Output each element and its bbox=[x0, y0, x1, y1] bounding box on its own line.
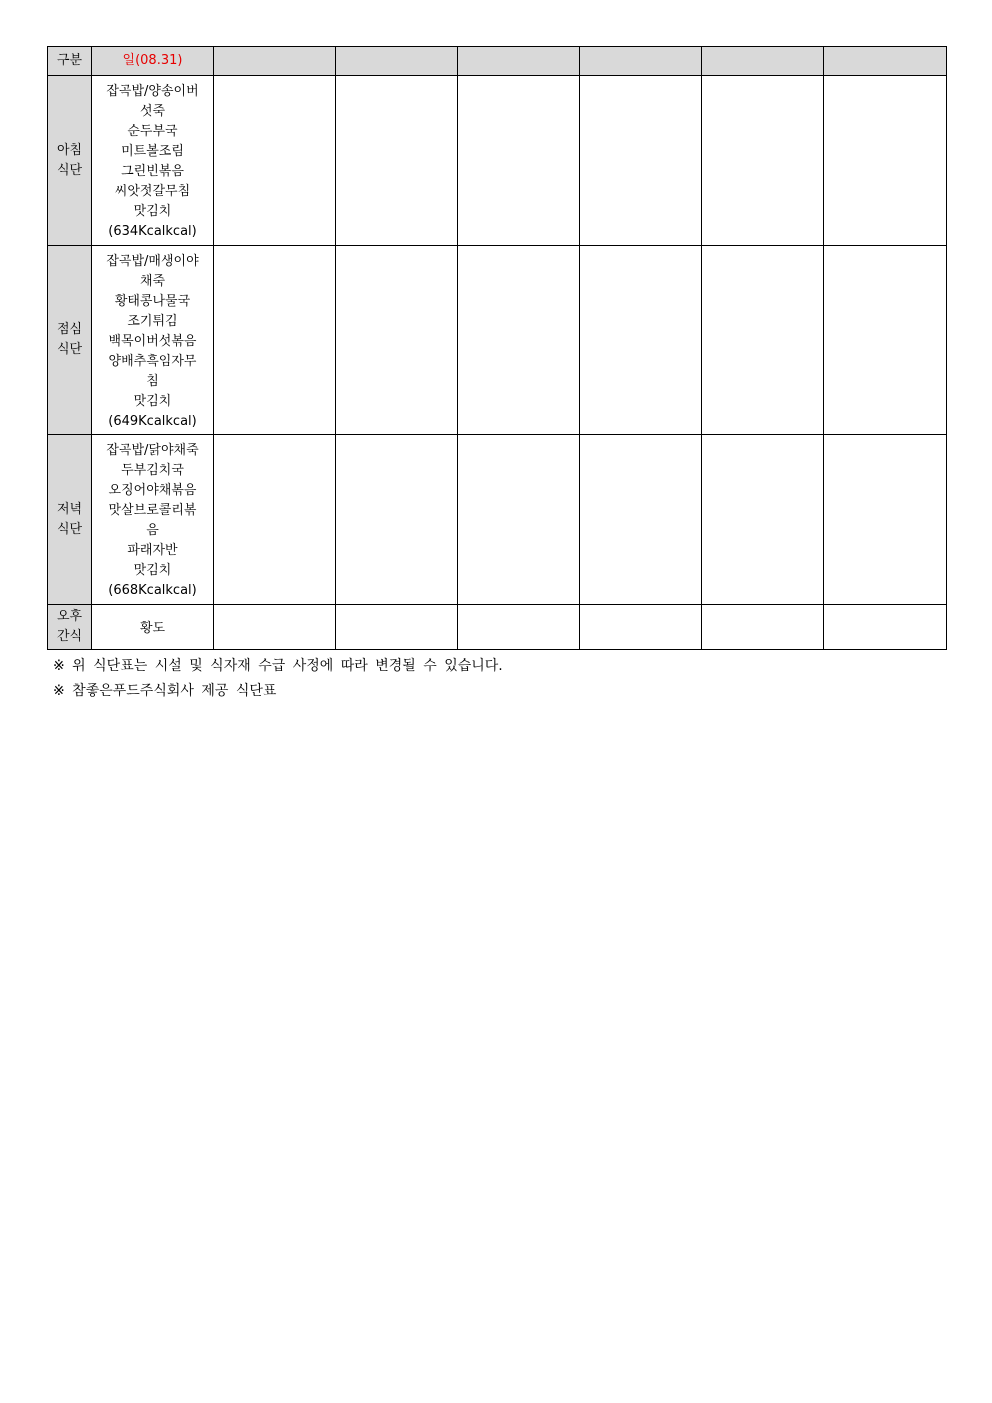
breakfast-row bbox=[48, 76, 947, 246]
footnote-provider: ※ 참좋은푸드주식회사 제공 식단표 bbox=[53, 683, 277, 699]
day-header-4 bbox=[458, 47, 580, 76]
empty-cell bbox=[702, 246, 824, 435]
day-header-5 bbox=[580, 47, 702, 76]
dinner-label: 저녁 식단 bbox=[48, 435, 92, 605]
menu-item: 그린빈볶음 bbox=[121, 164, 184, 179]
calorie-total: (668Kcalkcal) bbox=[108, 583, 197, 598]
menu-item: 맛김치 bbox=[133, 563, 172, 578]
empty-cell bbox=[702, 605, 824, 650]
empty-cell bbox=[580, 435, 702, 605]
calorie-total: (649Kcalkcal) bbox=[108, 413, 197, 429]
menu-item: 씨앗젓갈무침 bbox=[114, 184, 191, 199]
header-row bbox=[48, 47, 947, 76]
empty-cell bbox=[702, 76, 824, 246]
menu-item: 오징어야채볶음 bbox=[108, 483, 197, 498]
menu-item: 섯죽 bbox=[139, 104, 166, 119]
lunch-row bbox=[48, 246, 947, 435]
day-header-7 bbox=[824, 47, 947, 76]
empty-cell bbox=[458, 76, 580, 246]
day-header-2 bbox=[214, 47, 336, 76]
breakfast-day1-menu bbox=[92, 76, 214, 246]
category-header: 구분 bbox=[48, 47, 92, 76]
empty-cell bbox=[824, 435, 947, 605]
day-header-6 bbox=[702, 47, 824, 76]
menu-item: 맛김치 bbox=[133, 393, 172, 409]
day-header-1: 일(08.31) bbox=[92, 47, 214, 76]
empty-cell bbox=[824, 246, 947, 435]
menu-item: 황도 bbox=[139, 620, 166, 636]
footnotes bbox=[53, 654, 503, 704]
menu-item: 맛살브로콜리볶 bbox=[108, 503, 197, 518]
empty-cell bbox=[580, 76, 702, 246]
menu-item: 잡곡밥/닭야채죽 bbox=[106, 443, 199, 458]
menu-item: 침 bbox=[146, 373, 159, 389]
lunch-label: 점심 식단 bbox=[48, 246, 92, 435]
empty-cell bbox=[214, 435, 336, 605]
menu-item: 조기튀김 bbox=[127, 313, 178, 329]
empty-cell bbox=[458, 605, 580, 650]
empty-cell bbox=[580, 246, 702, 435]
menu-item: 양배추흑임자무 bbox=[108, 353, 197, 369]
calorie-total: (634Kcalkcal) bbox=[108, 224, 197, 239]
menu-item: 순두부국 bbox=[127, 124, 178, 139]
snack-label: 오후 간식 bbox=[48, 605, 92, 650]
snack-day1-menu bbox=[92, 605, 214, 650]
empty-cell bbox=[336, 76, 458, 246]
empty-cell bbox=[580, 605, 702, 650]
breakfast-label: 아침 식단 bbox=[48, 76, 92, 246]
menu-item: 맛김치 bbox=[133, 204, 172, 219]
menu-item: 황태콩나물국 bbox=[114, 293, 191, 309]
footnote-change-notice: ※ 위 식단표는 시설 및 식자재 수급 사정에 따라 변경될 수 있습니다. bbox=[53, 658, 503, 674]
empty-cell bbox=[702, 435, 824, 605]
empty-cell bbox=[214, 246, 336, 435]
meal-plan-table bbox=[47, 46, 947, 650]
snack-row bbox=[48, 605, 947, 650]
menu-item: 파래자반 bbox=[127, 543, 178, 558]
empty-cell bbox=[336, 435, 458, 605]
empty-cell bbox=[824, 605, 947, 650]
menu-item: 백목이버섯볶음 bbox=[108, 333, 197, 349]
menu-item: 음 bbox=[146, 523, 159, 538]
empty-cell bbox=[458, 246, 580, 435]
empty-cell bbox=[824, 76, 947, 246]
dinner-row bbox=[48, 435, 947, 605]
menu-item: 두부김치국 bbox=[121, 463, 184, 478]
menu-item: 미트볼조림 bbox=[121, 144, 184, 159]
empty-cell bbox=[214, 605, 336, 650]
empty-cell bbox=[336, 246, 458, 435]
menu-item: 채죽 bbox=[139, 273, 166, 289]
menu-item: 잡곡밥/양송이버 bbox=[106, 84, 199, 99]
dinner-day1-menu bbox=[92, 435, 214, 605]
empty-cell bbox=[336, 605, 458, 650]
menu-item: 잡곡밥/매생이야 bbox=[106, 253, 199, 269]
empty-cell bbox=[214, 76, 336, 246]
lunch-day1-menu bbox=[92, 246, 214, 435]
empty-cell bbox=[458, 435, 580, 605]
day-header-3 bbox=[336, 47, 458, 76]
